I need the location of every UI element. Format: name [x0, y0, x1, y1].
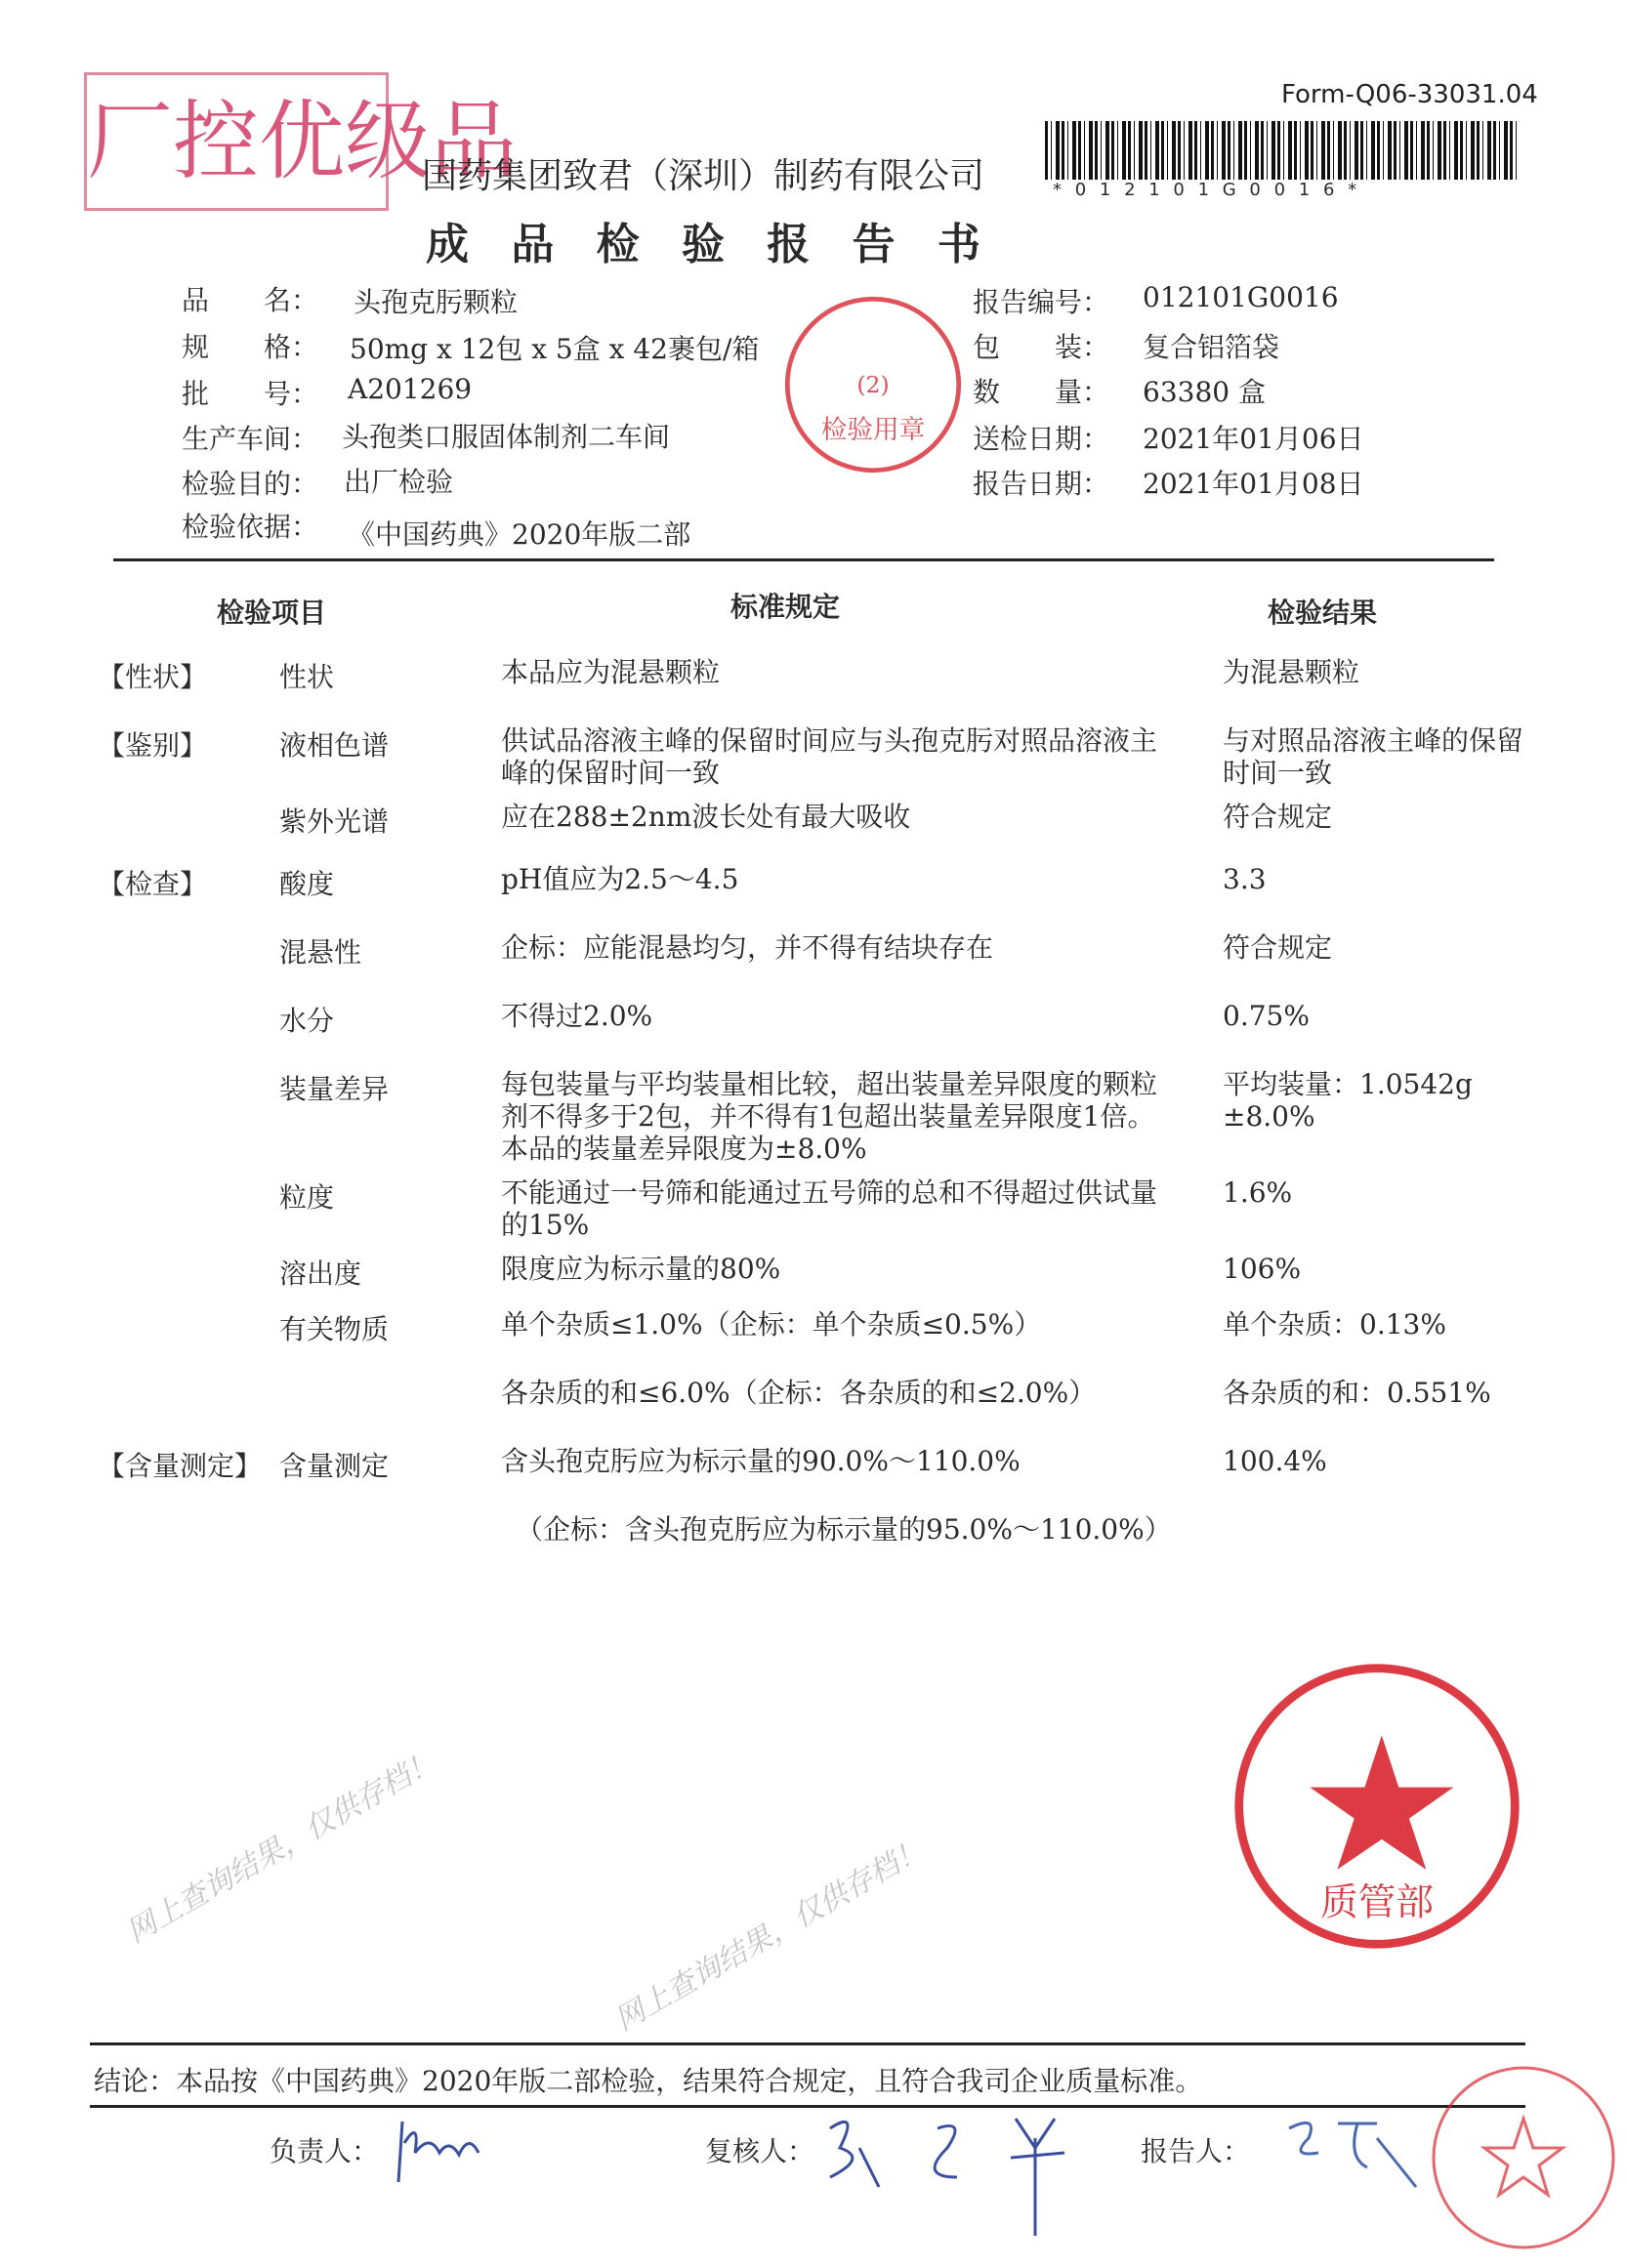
value-basis: 《中国药典》2020年版二部: [348, 518, 691, 551]
signature-reporter: [1279, 2109, 1426, 2197]
form-number: Form-Q06-33031.04: [1281, 80, 1538, 109]
row-item: 粒度: [279, 1181, 335, 1214]
label-spec: 规 格：: [182, 331, 319, 363]
svg-text:检验用章: 检验用章: [820, 414, 926, 445]
row-result: 符合规定: [1223, 801, 1333, 833]
table-row: [0, 656, 1626, 693]
barcode-text: * 0 1 2 1 0 1 G 0 0 1 6 *: [1053, 180, 1361, 200]
value-report-date: 2021年01月08日: [1143, 468, 1364, 500]
table-row: [0, 724, 1626, 789]
row-result: 1.6%: [1223, 1176, 1293, 1209]
value-report-no: 012101G0016: [1143, 281, 1339, 313]
value-spec: 50mg x 12包 x 5盒 x 42裹包/箱: [350, 333, 760, 365]
row-spec: 本品应为混悬颗粒: [501, 656, 721, 688]
row-result: 3.3: [1223, 863, 1267, 895]
row-category: 【检查】: [98, 868, 208, 900]
row-category: 【含量测定】: [98, 1450, 263, 1482]
header-result: 检验结果: [1268, 597, 1378, 629]
table-row: [0, 1513, 1626, 1546]
label-workshop: 生产车间：: [182, 423, 319, 455]
table-row: [0, 1308, 1626, 1345]
row-spec: 单个杂质≤1.0%（企标：单个杂质≤0.5%）: [501, 1308, 1042, 1340]
label-basis: 检验依据：: [182, 511, 319, 543]
divider-top: [113, 558, 1494, 561]
row-spec: 含头孢克肟应为标示量的90.0%～110.0%: [501, 1445, 1021, 1477]
value-package: 复合铝箔袋: [1143, 331, 1280, 363]
row-category: 【性状】: [98, 661, 208, 693]
row-item: 酸度: [279, 868, 335, 900]
row-spec: 各杂质的和≤6.0%（企标：各杂质的和≤2.0%）: [501, 1377, 1097, 1409]
row-result: 平均装量：1.0542g: [1223, 1068, 1473, 1100]
row-item: 液相色谱: [279, 729, 390, 762]
table-row: [0, 801, 1626, 838]
row-item: 紫外光谱: [279, 805, 390, 838]
label-report-date: 报告日期：: [973, 468, 1110, 500]
row-spec: 不得过2.0%: [501, 1000, 653, 1032]
header-item: 检验项目: [217, 597, 327, 629]
table-row: [0, 1253, 1626, 1290]
row-spec: 限度应为标示量的80%: [501, 1253, 781, 1285]
table-row: [0, 1377, 1626, 1409]
row-spec: 企标：应能混悬均匀，并不得有结块存在: [501, 931, 994, 964]
row-result: 各杂质的和：0.551%: [1223, 1377, 1491, 1409]
row-spec: 供试品溶液主峰的保留时间应与头孢克肟对照品溶液主峰的保留时间一致: [501, 724, 1158, 789]
row-spec: pH值应为2.5～4.5: [501, 863, 739, 895]
barcode: [1045, 121, 1520, 180]
label-batch: 批 号：: [182, 378, 319, 410]
row-item: 有关物质: [279, 1313, 390, 1345]
row-category: 【鉴别】: [98, 729, 208, 762]
row-item: 溶出度: [279, 1258, 362, 1290]
label-package: 包 装：: [973, 331, 1110, 363]
row-result-secondary: ±8.0%: [1223, 1100, 1315, 1133]
signature-reviewer: [820, 2109, 1094, 2246]
header-standard: 标准规定: [730, 591, 841, 623]
row-spec: 每包装量与平均装量相比较，超出装量差异限度的颗粒剂不得多于2包，并不得有1包超出装量差异限度1倍。本品的装量差异限度为±8.0%: [501, 1068, 1158, 1165]
label-reporter: 报告人：: [1141, 2135, 1251, 2167]
company-name: 国药集团致君（深圳）制药有限公司: [422, 156, 985, 196]
watermark: 网上查询结果，仅供存档！: [121, 1744, 443, 1951]
svg-text:质管部: 质管部: [1319, 1880, 1435, 1925]
value-workshop: 头孢类口服固体制剂二车间: [342, 421, 671, 453]
row-result: 单个杂质：0.13%: [1223, 1308, 1446, 1340]
label-product: 品 名：: [182, 284, 319, 316]
table-row: [0, 1176, 1626, 1241]
row-result: 100.4%: [1223, 1445, 1327, 1477]
row-spec: 不能通过一号筛和能通过五号筛的总和不得超过供试量的15%: [501, 1176, 1158, 1241]
row-spec: 应在288±2nm波长处有最大吸收: [501, 801, 911, 833]
row-item: 装量差异: [279, 1073, 390, 1105]
row-result: 0.75%: [1223, 1000, 1310, 1032]
svg-text:(2): (2): [856, 370, 890, 398]
value-purpose: 出厂检验: [344, 466, 454, 498]
table-row: [0, 931, 1626, 969]
row-result: 为混悬颗粒: [1223, 656, 1360, 688]
grade-stamp: 厂控优级品: [84, 72, 389, 211]
row-item: 含量测定: [279, 1450, 390, 1482]
value-submit-date: 2021年01月06日: [1143, 423, 1364, 455]
label-submit-date: 送检日期：: [973, 423, 1110, 455]
row-result: 106%: [1223, 1253, 1302, 1285]
watermark: 网上查询结果，仅供存档！: [609, 1832, 932, 2039]
label-purpose: 检验目的：: [182, 468, 319, 500]
row-item: 性状: [279, 661, 335, 693]
inspection-seal: [781, 293, 965, 476]
row-spec: （企标：含头孢克肟应为标示量的95.0%～110.0%）: [516, 1513, 1172, 1546]
label-reviewer: 复核人：: [705, 2135, 815, 2167]
value-batch: A201269: [348, 373, 473, 405]
value-product: 头孢克肟颗粒: [354, 286, 519, 318]
label-responsible: 负责人：: [270, 2135, 380, 2167]
conclusion: 结论：本品按《中国药典》2020年版二部检验，结果符合规定，且符合我司企业质量标准。: [94, 2065, 1203, 2097]
quality-dept-seal: [1230, 1660, 1523, 1953]
label-quantity: 数 量：: [973, 376, 1110, 408]
row-result: 符合规定: [1223, 931, 1333, 964]
value-quantity: 63380 盒: [1143, 376, 1266, 408]
divider-conclusion-top: [90, 2042, 1525, 2045]
row-item: 混悬性: [279, 936, 362, 969]
label-report-no: 报告编号：: [973, 286, 1110, 318]
divider-conclusion-bottom: [90, 2105, 1525, 2108]
report-title: 成 品 检 验 报 告 书: [426, 220, 994, 269]
signature-responsible: [391, 2114, 508, 2192]
receiving-seal: [1426, 2060, 1621, 2255]
table-row: [0, 1068, 1626, 1165]
table-row: [0, 1445, 1626, 1482]
row-result: 与对照品溶液主峰的保留时间一致: [1223, 724, 1524, 789]
table-row: [0, 863, 1626, 900]
row-item: 水分: [279, 1005, 335, 1037]
table-row: [0, 1000, 1626, 1037]
